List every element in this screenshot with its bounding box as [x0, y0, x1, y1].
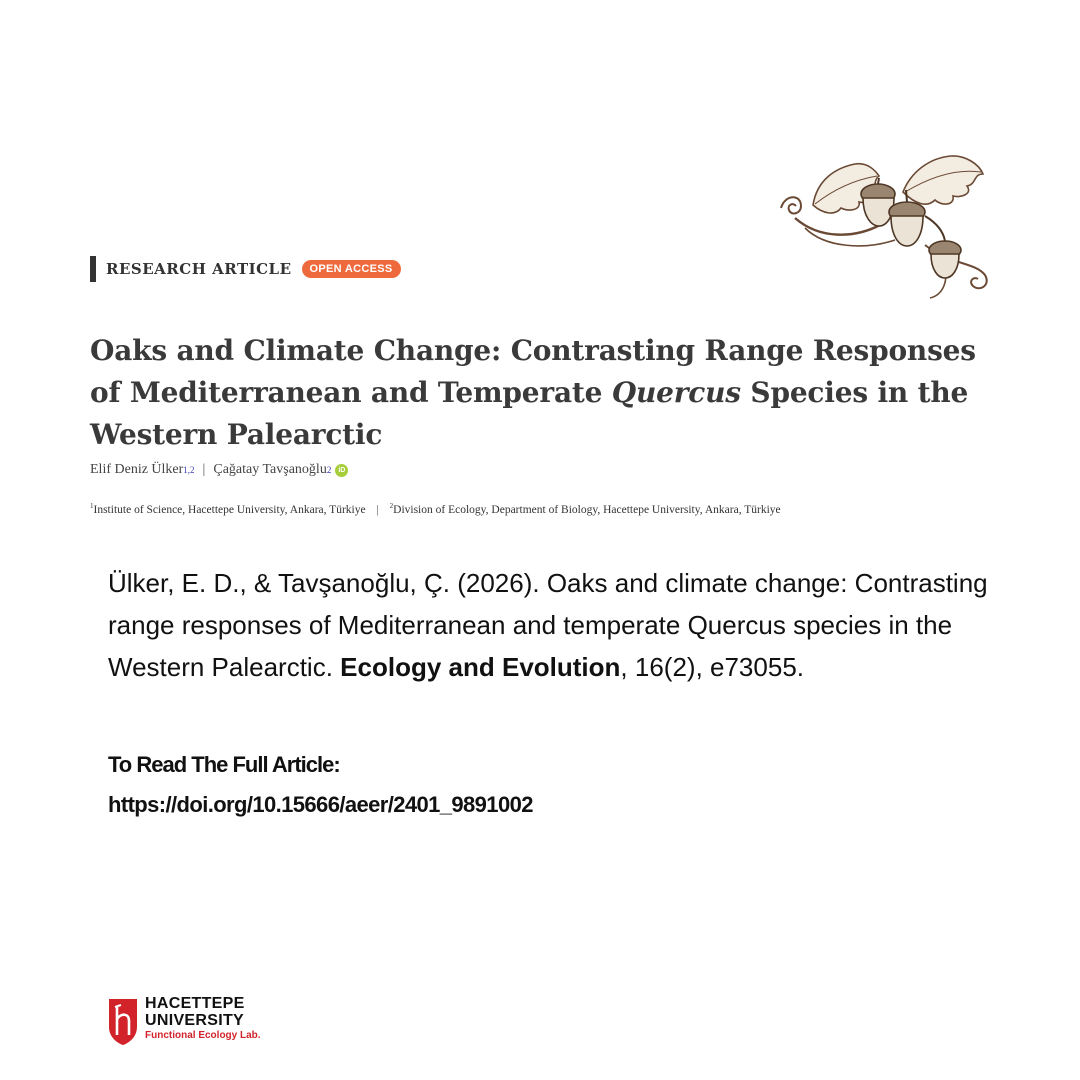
- author-name: Çağatay Tavşanoğlu: [213, 462, 327, 477]
- hacettepe-emblem-icon: [107, 995, 139, 1047]
- citation-text: [108, 562, 988, 688]
- title-part-1: Oaks and Climate Change: Contrasting Range Responses of Mediterranean and Temperate: [90, 334, 976, 409]
- acorn-illustration-icon: [775, 150, 1000, 310]
- citation-part-1: Ülker, E. D., & Tavşanoğlu, Ç. (2026). Oaks and climate change: Contrasting range responses of Mediterranean and temperate Quercus species in the Western Palearctic.: [108, 568, 988, 682]
- logo-text: [145, 995, 261, 1042]
- affiliation-text: Institute of Science, Hacettepe University, Ankara, Türkiye: [93, 503, 366, 516]
- affiliation-separator: |: [376, 503, 379, 516]
- open-access-badge: OPEN ACCESS: [302, 260, 401, 278]
- article-type-row: [90, 256, 401, 282]
- orcid-icon[interactable]: iD: [335, 464, 348, 477]
- author-separator: |: [202, 462, 206, 477]
- doi-link[interactable]: https://doi.org/10.15666/aeer/2401_9891002: [108, 792, 533, 817]
- article-type-bar: [90, 256, 96, 282]
- hacettepe-logo: [107, 995, 261, 1047]
- affiliation-number: 1: [90, 502, 94, 510]
- article-title: [90, 330, 990, 456]
- citation-part-2: , 16(2), e73055.: [620, 652, 804, 682]
- title-part-2: Species in the Western Palearctic: [90, 376, 969, 451]
- read-full-article-label: To Read The Full Article:: [108, 752, 340, 777]
- affiliation-text: Division of Ecology, Department of Biology, Hacettepe University, Ankara, Türkiye: [393, 503, 781, 516]
- article-type-label: RESEARCH ARTICLE: [106, 260, 292, 278]
- author-affiliation-marker: 2: [326, 465, 332, 475]
- logo-line-3: Functional Ecology Lab.: [145, 1030, 261, 1041]
- title-italic: Quercus: [611, 376, 741, 409]
- author-affiliation-marker: 1,2: [183, 465, 195, 475]
- author-list: [90, 462, 348, 478]
- logo-line-2: UNIVERSITY: [145, 1012, 245, 1029]
- affiliation-number: 2: [389, 502, 394, 510]
- affiliation-list: [90, 502, 1010, 516]
- logo-line-1: HACETTEPE: [145, 995, 245, 1012]
- author-name: Elif Deniz Ülker: [90, 462, 184, 477]
- citation-journal: Ecology and Evolution: [340, 652, 621, 682]
